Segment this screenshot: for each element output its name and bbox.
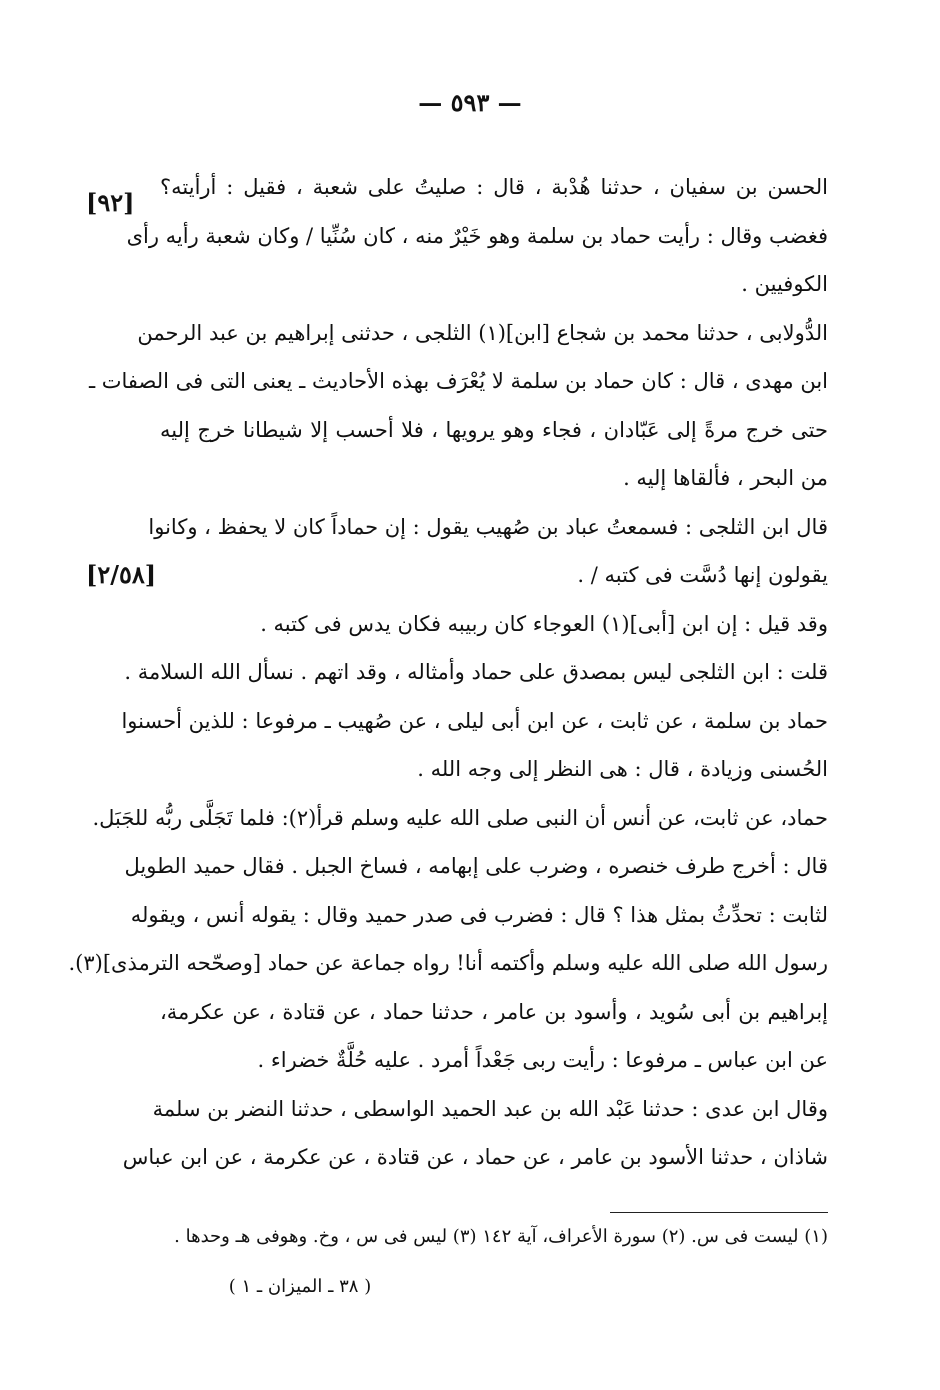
page-number: — ٥٩٣ — — [418, 88, 522, 117]
text-line: قال ابن الثلجى : فسمعتُ عباد بن صُهيب يقول : إن حماداً كان لا يحفظ ، وكانوا — [148, 514, 828, 539]
signature-mark: ( ٣٨ ـ الميزان ـ ١ ) — [228, 1276, 372, 1297]
margin-reference-92: [٩٢] — [86, 188, 135, 217]
text-line: شاذان ، حدثنا الأسود بن عامر ، عن حماد ، عن قتادة ، عن عكرمة ، عن ابن عباس — [122, 1145, 828, 1169]
footnotes: (١) ليست فى س. (٢) سورة الأعراف، آية ١٤٢ (٣) ليس فى س ، وخ. وهوفى هـ وحدها . — [174, 1226, 828, 1247]
text-line: رسول الله صلى الله عليه وسلم وأكتمه أنا! رواه جماعة عن حماد [وصحّحه الترمذى](٣). — [68, 951, 828, 975]
margin-reference-2-58: [٢/٥٨] — [86, 560, 157, 589]
text-line: حماد بن سلمة ، عن ثابت ، عن ابن أبى ليلى ، عن صُهيب ـ مرفوعا : للذين أحسنوا — [121, 708, 828, 733]
text-line: قال : أخرج طرف خنصره ، وضرب على إبهامه ، فساخ الجبل . فقال حميد الطويل — [124, 854, 828, 878]
text-line: حتى خرج مرةً إلى عَبّادان ، فجاء وهو يرويها ، فلا أحسب إلا شيطانا خرج إليه — [160, 417, 828, 442]
text-line: الدُّولابى ، حدثنا محمد بن شجاع [ابن](١) الثلجى ، حدثنى إبراهيم بن عبد الرحمن — [137, 320, 828, 345]
footnote-divider — [610, 1212, 828, 1213]
text-line: لثابت : تحدِّثُ بمثل هذا ؟ قال : فضرب فى صدر حميد وقال : يقوله أنس ، ويقوله — [130, 902, 828, 927]
text-line: ابن مهدى ، قال : كان حماد بن سلمة لا يُعْرَف بهذه الأحاديث ـ يعنى التى فى الصفات ـ — [88, 369, 828, 393]
text-line: الحسن بن سفيان ، حدثنا هُدْبة ، قال : صليتُ على شعبة ، فقيل : أرأيته؟ — [160, 175, 828, 199]
text-line: عن ابن عباس ـ مرفوعا : رأيت ربى جَعْداً أمرد . عليه حُلَّةٌ خضراء . — [257, 1048, 828, 1072]
text-line: وقال ابن عدى : حدثنا عَبْد الله بن عبد الحميد الواسطى ، حدثنا النضر بن سلمة — [152, 1096, 828, 1121]
text-line: الكوفيين . — [741, 272, 828, 296]
text-line: قلت : ابن الثلجى ليس بمصدق على حماد وأمثاله ، وقد اتهم . نسأل الله السلامة . — [124, 660, 828, 684]
text-line: يقولون إنها دُسَّت فى كتبه / . — [577, 563, 828, 587]
text-line: الحُسنى وزيادة ، قال : هى النظر إلى وجه الله . — [417, 757, 828, 781]
text-line: فغضب وقال : رأيت حماد بن سلمة وهو خَيْرٌ منه ، كان سُنِّيا / وكان شعبة رأيه رأى — [126, 223, 828, 248]
text-line: حماد، عن ثابت، عن أنس أن النبى صلى الله عليه وسلم قرأ(٢): فلما تَجَلَّى ربُّه للجَبَل. — [92, 805, 828, 830]
text-line: إبراهيم بن أبى سُويد ، وأسود بن عامر ، حدثنا حماد ، عن قتادة ، عن عكرمة، — [160, 999, 828, 1024]
text-line: من البحر ، فألقاها إليه . — [623, 466, 828, 490]
text-line: وقد قيل : إن ابن [أبى](١) العوجاء كان ربيبه فكان يدس فى كتبه . — [260, 611, 828, 636]
